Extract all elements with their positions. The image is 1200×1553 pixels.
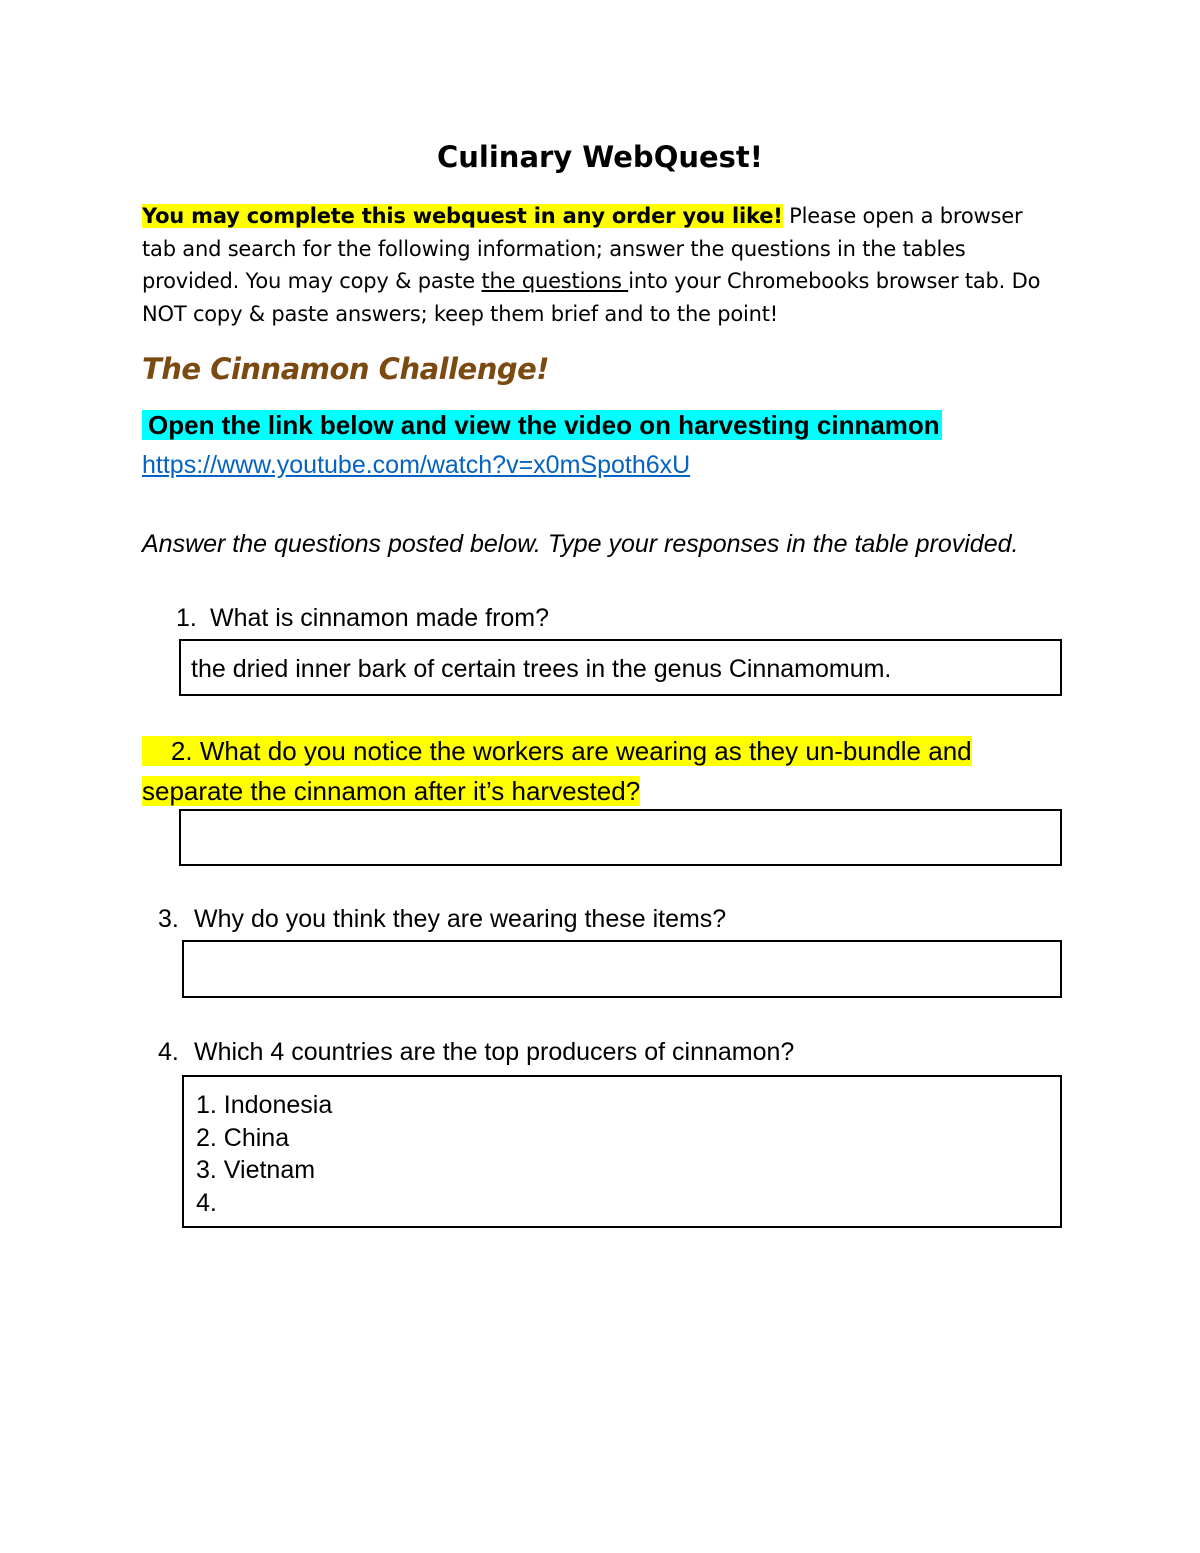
question-1 [176,604,549,633]
intro-paragraph [142,200,1062,331]
answer-line: 1. Indonesia [196,1091,333,1119]
answer-line: 3. Vietnam [196,1156,316,1184]
question-number: 3. [158,905,179,933]
question-text: Why do you think they are wearing these items? [194,905,727,933]
section-title: The Cinnamon Challenge! [142,352,550,386]
question-2-highlight [142,736,972,806]
intro-highlight: You may complete this webquest in any order you like! [142,204,783,228]
intro-underlined: the questions [481,269,629,294]
answer-line: 2. China [196,1123,290,1152]
answer-box-4[interactable] [182,1075,1062,1228]
answer-text: the dried inner bark of certain trees in the genus Cinnamomum. [191,655,892,683]
question-text: Which 4 countries are the top producers of cinnamon? [194,1038,795,1066]
question-2 [142,731,1042,811]
question-text: What is cinnamon made from? [210,604,550,632]
question-number: 4. [158,1038,179,1066]
page-title: Culinary WebQuest! [436,140,764,174]
question-number: 1. [176,604,197,632]
question-3 [158,905,726,934]
question-4 [158,1038,794,1067]
answer-line: 4. [196,1188,217,1217]
video-link[interactable]: https://www.youtube.com/watch?v=x0mSpoth6xU [142,451,691,479]
video-instruction-text: Open the link below and view the video on harvesting cinnamon [142,410,942,440]
answer-box-3[interactable] [182,940,1062,998]
answer-box-1[interactable] [179,639,1062,696]
video-instruction [142,410,942,441]
instructions-text: Answer the questions posted below. Type your responses in the table provided. [142,530,1019,558]
intro-text-1: Please open a browser tab and search for the following information; answer the questions in the tables provided. You may copy & paste [142,204,1023,294]
question-number: 2. [170,736,193,766]
intro-text-2: into your Chromebooks browser tab. Do NOT copy & paste answers; keep them brief and to the point! [142,269,1041,327]
answer-box-2[interactable] [179,809,1062,866]
question-text: What do you notice the workers are wearing as they un-bundle and separate the cinnamon after it’s harvested? [142,736,972,806]
